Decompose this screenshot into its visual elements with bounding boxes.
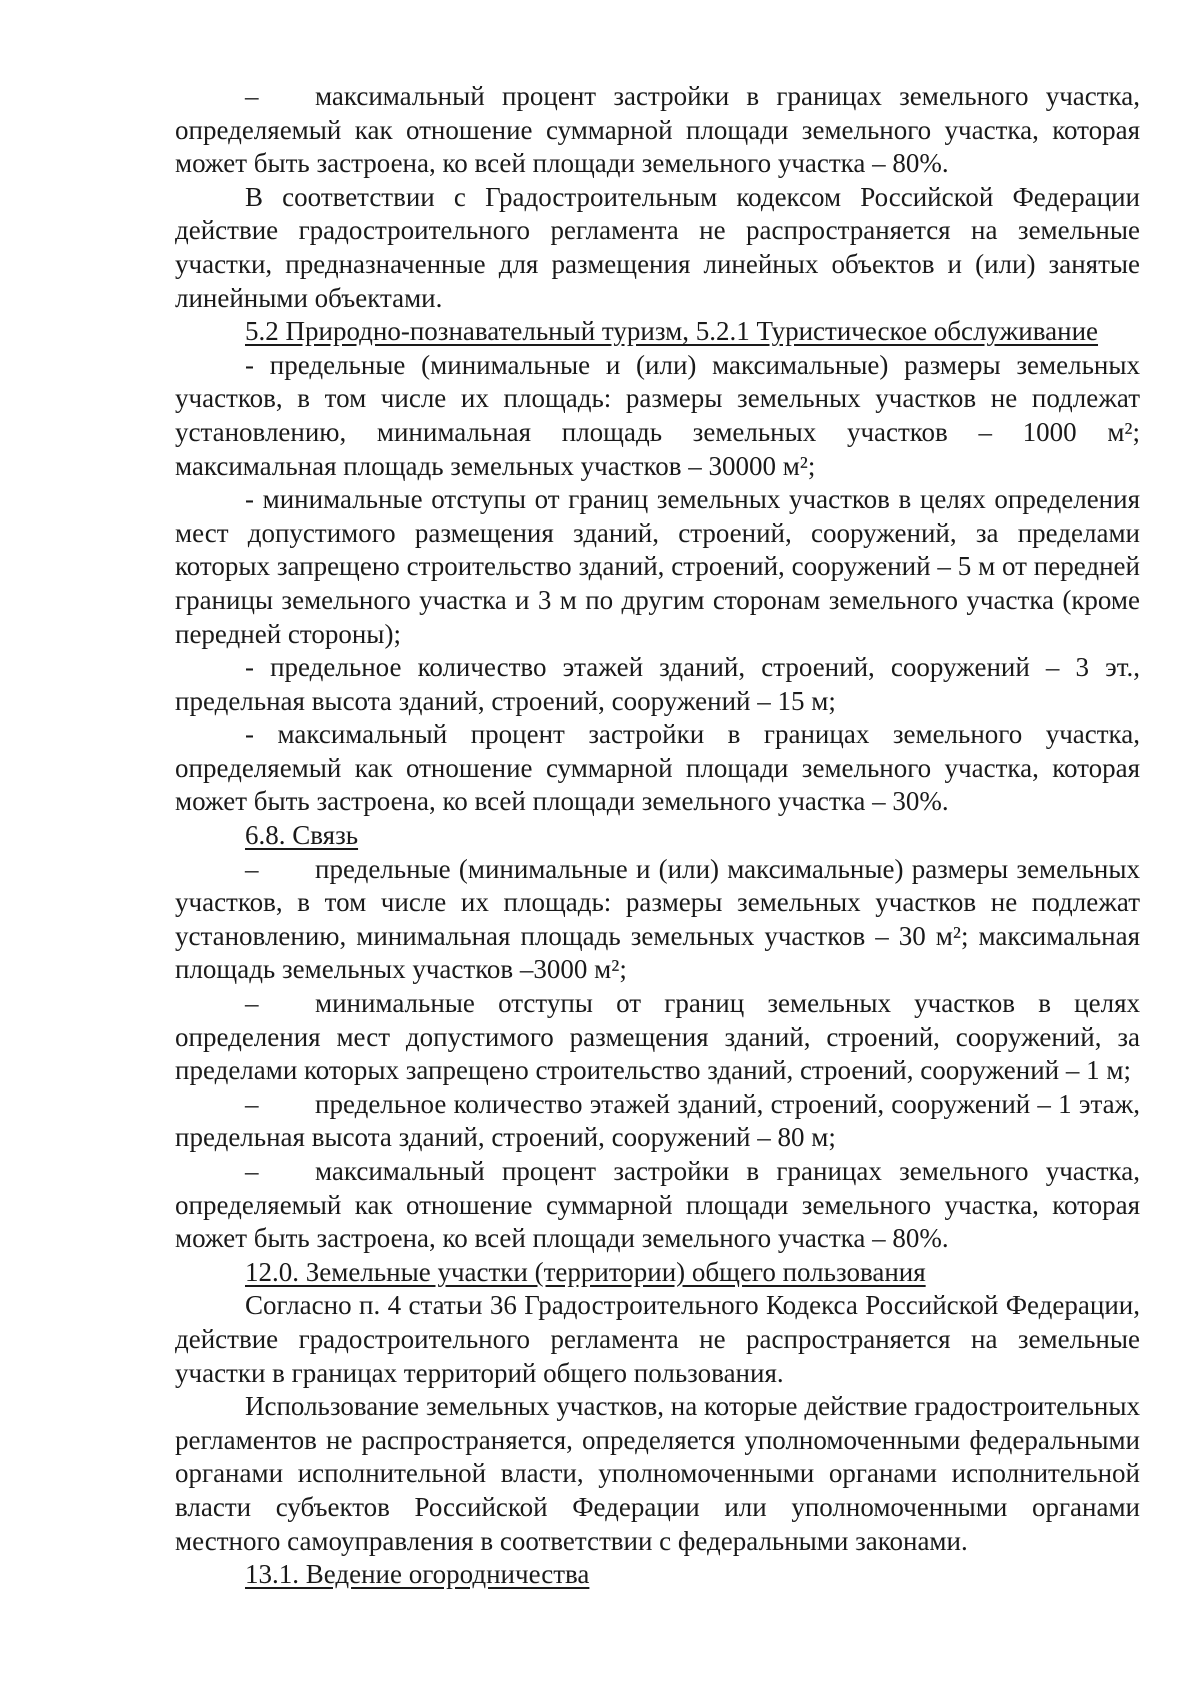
- paragraph-communication-plot-sizes: [175, 853, 1140, 987]
- section-heading-6-8: [175, 819, 1140, 853]
- paragraph-floors: - предельное количество этажей зданий, строений, сооружений – 3 эт., предельная высота зданий, строений, сооружений – 15 м;: [175, 652, 1140, 716]
- dash-marker: –: [245, 853, 259, 884]
- dash-marker: –: [245, 1088, 259, 1119]
- paragraph-building-percentage-30: - максимальный процент застройки в границах земельного участка, определяемый как отношение суммарной площади земельного участка, которая может быть застроена, ко всей площади земельного участка – 30%.: [175, 719, 1140, 817]
- heading-text: 6.8. Связь: [245, 820, 359, 851]
- paragraph-communication-floors: [175, 1088, 1140, 1155]
- section-heading-12-0: [175, 1256, 1140, 1290]
- dash-marker: –: [245, 988, 259, 1019]
- dash-marker: –: [245, 81, 259, 111]
- paragraph-setbacks: - минимальные отступы от границ земельных участков в целях определения мест допустимого размещения зданий, строений, сооружений, за пределами которых запрещено строительство зданий, строений, сооружений – 5 м от передней границы земельного участка и 3 м по другим сторонам земельного участка (кроме передней стороны);: [175, 484, 1140, 649]
- paragraph-text: минимальные отступы от границ земельных участков в целях определения мест допустимого размещения зданий, строений, сооружений, за пределами которых запрещено строительство зданий, строений, сооружений – 1 м;: [175, 988, 1140, 1086]
- paragraph-plot-sizes: - предельные (минимальные и (или) максимальные) размеры земельных участков, в том числе их площадь: размеры земельных участков не подлежат установлению, минимальная площадь земельных участков – 1000 м²; максимальная площадь земельных участков – 30000 м²;: [175, 349, 1140, 481]
- paragraph-linear-objects: В соответствии с Градостроительным кодексом Российской Федерации действие градостроительного регламента не распространяется на земельные участки, предназначенные для размещения линейных объектов и (или) занятые линейными объектами.: [175, 181, 1140, 313]
- paragraph-land-use: Использование земельных участков, на которые действие градостроительных регламентов не распространяется, определяется уполномоченными федеральными органами исполнительной власти, уполномоченными органами исполнительной власти субъектов Российской Федерации или уполномоченными органами местного самоуправления в соответствии с федеральными законами.: [175, 1391, 1140, 1556]
- paragraph-public-territories: Согласно п. 4 статьи 36 Градостроительного Кодекса Российской Федерации, действие градостроительного регламента не распространяется на земельные участки в границах территорий общего пользования.: [175, 1290, 1140, 1388]
- heading-text: 12.0. Земельные участки (территории) общего пользования: [245, 1256, 926, 1287]
- paragraph-text: предельные (минимальные и (или) максимальные) размеры земельных участков, в том числе их площадь: размеры земельных участков не подлежат установлению, минимальная площадь земельных участков – 30 м²; максимальная площадь земельных участков –3000 м²;: [175, 853, 1140, 985]
- paragraph-text: предельное количество этажей зданий, строений, сооружений – 1 этаж, предельная высота зданий, строений, сооружений – 80 м;: [175, 1088, 1140, 1153]
- paragraph-communication-percentage: [175, 1155, 1140, 1256]
- paragraph-text: максимальный процент застройки в границах земельного участка, определяемый как отношение суммарной площади земельного участка, которая может быть застроена, ко всей площади земельного участка – 80%.: [175, 81, 1140, 179]
- document-page: [175, 80, 1140, 1592]
- heading-text: 13.1. Ведение огородничества: [245, 1559, 590, 1590]
- paragraph-building-percentage-80: [175, 80, 1140, 181]
- heading-text: 5.2 Природно-познавательный туризм, 5.2.1 Туристическое обслуживание: [245, 316, 1099, 347]
- paragraph-text: максимальный процент застройки в границах земельного участка, определяемый как отношение суммарной площади земельного участка, которая может быть застроена, ко всей площади земельного участка – 80%.: [175, 1156, 1140, 1254]
- section-heading-13-1: [175, 1558, 1140, 1592]
- dash-marker: –: [245, 1156, 259, 1186]
- paragraph-communication-setbacks: [175, 987, 1140, 1088]
- section-heading-5-2: [175, 315, 1140, 349]
